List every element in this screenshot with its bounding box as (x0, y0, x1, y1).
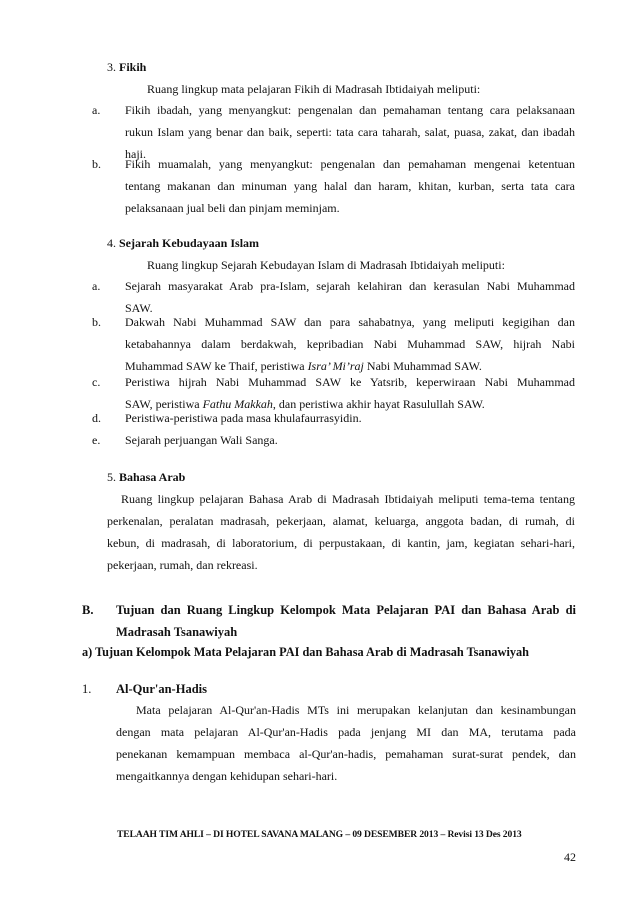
heading-number: 3 (107, 60, 113, 74)
section-3-intro: Ruang lingkup mata pelajaran Fikih di Madrasah Ibtidaiyah meliputi: (147, 82, 481, 96)
list-marker: b. (92, 157, 101, 171)
section-1-heading (82, 682, 91, 697)
list-item: Sejarah masyarakat Arab pra-Islam, sejarah kelahiran dan kerasulan Nabi Muhammad SAW. (125, 279, 575, 315)
section-b-title: Tujuan dan Ruang Lingkup Kelompok Mata Pelajaran PAI dan Bahasa Arab di Madrasah Tsanawiyah (116, 603, 576, 639)
section-5-body: Ruang lingkup pelajaran Bahasa Arab di Madrasah Ibtidaiyah meliputi tema-tema tentang perkenalan, peralatan madrasah, pekerjaan, alamat, keluarga, anggota badan, di rumah, di kebun, di madrasah, di laboratorium, di perpustakaan, di kantin, jam, kegiatan sehari-hari, pekerjaan, rumah, dan rekreasi. (107, 492, 575, 572)
heading-number: 4 (107, 236, 113, 250)
section-b-marker: B. (82, 603, 94, 617)
heading-number: 1. (82, 682, 92, 696)
list-marker: a. (92, 279, 101, 293)
list-item: Fikih muamalah, yang menyangkut: pengenalan dan pemahaman mengenai ketentuan tentang makanan dan minuman yang halal dan haram, khitan, kurban, serta tata cara pelaksanaan jual beli dan pinjam meminjam. (125, 157, 575, 215)
heading-text: Sejarah Kebudayaan Islam (119, 236, 260, 250)
page-footer: TELAAH TIM AHLI – DI HOTEL SAVANA MALANG – 09 DESEMBER 2013 – Revisi 13 Des 2013 (117, 829, 522, 840)
section-5-heading: 5. Bahasa Arab (107, 470, 186, 484)
section-3-heading: 3. Fikih (107, 60, 147, 74)
heading-text: Bahasa Arab (119, 470, 186, 484)
list-marker: c. (92, 375, 101, 389)
list-marker: e. (92, 433, 101, 447)
heading-number: 5 (107, 470, 113, 484)
list-item: Peristiwa hijrah Nabi Muhammad SAW ke Yatsrib, keperwiraan Nabi Muhammad SAW, peristiwa Fathu Makkah, dan peristiwa akhir hayat Rasulullah SAW. (125, 375, 575, 411)
list-item: Dakwah Nabi Muhammad SAW dan para sahabatnya, yang meliputi kegigihan dan ketabahannya dalam berdakwah, kepribadian Nabi Muhammad SAW, hijrah Nabi Muhammad SAW ke Thaif, peristiwa Isra’ Mi’raj Nabi Muhammad SAW. (125, 315, 575, 373)
list-item: Sejarah perjuangan Wali Sanga. (125, 433, 278, 447)
page-number: 42 (564, 850, 576, 864)
list-item: Peristiwa-peristiwa pada masa khulafaurrasyidin. (125, 411, 362, 425)
section-4-intro: Ruang lingkup Sejarah Kebudayan Islam di Madrasah Ibtidaiyah meliputi: (147, 258, 505, 272)
subsection-a-title: a) Tujuan Kelompok Mata Pelajaran PAI dan Bahasa Arab di Madrasah Tsanawiyah (82, 645, 530, 659)
section-1-body: Mata pelajaran Al-Qur'an-Hadis MTs ini merupakan kelanjutan dan kesinambungan dengan mata pelajaran Al-Qur'an-Hadis pada jenjang MI dan MA, terutama pada penekanan kemampuan membaca al-Qur'an-hadis, pemahaman surat-surat pendek, dan mengaitkannya dengan kehidupan sehari-hari. (116, 703, 576, 783)
list-item: Fikih ibadah, yang menyangkut: pengenalan dan pemahaman tentang cara pelaksanaan rukun Islam yang benar dan baik, seperti: tata cara taharah, salat, puasa, zakat, dan ibadah haji. (125, 103, 575, 161)
heading-text: Fikih (119, 60, 147, 74)
italic-term: Isra’ Mi’raj (307, 359, 364, 373)
list-marker: d. (92, 411, 101, 425)
italic-term: Fathu Makkah (202, 397, 273, 411)
list-marker: b. (92, 315, 101, 329)
section-4-heading: 4. Sejarah Kebudayaan Islam (107, 236, 260, 250)
section-1-title: Al-Qur'an-Hadis (116, 682, 207, 696)
list-marker: a. (92, 103, 101, 117)
